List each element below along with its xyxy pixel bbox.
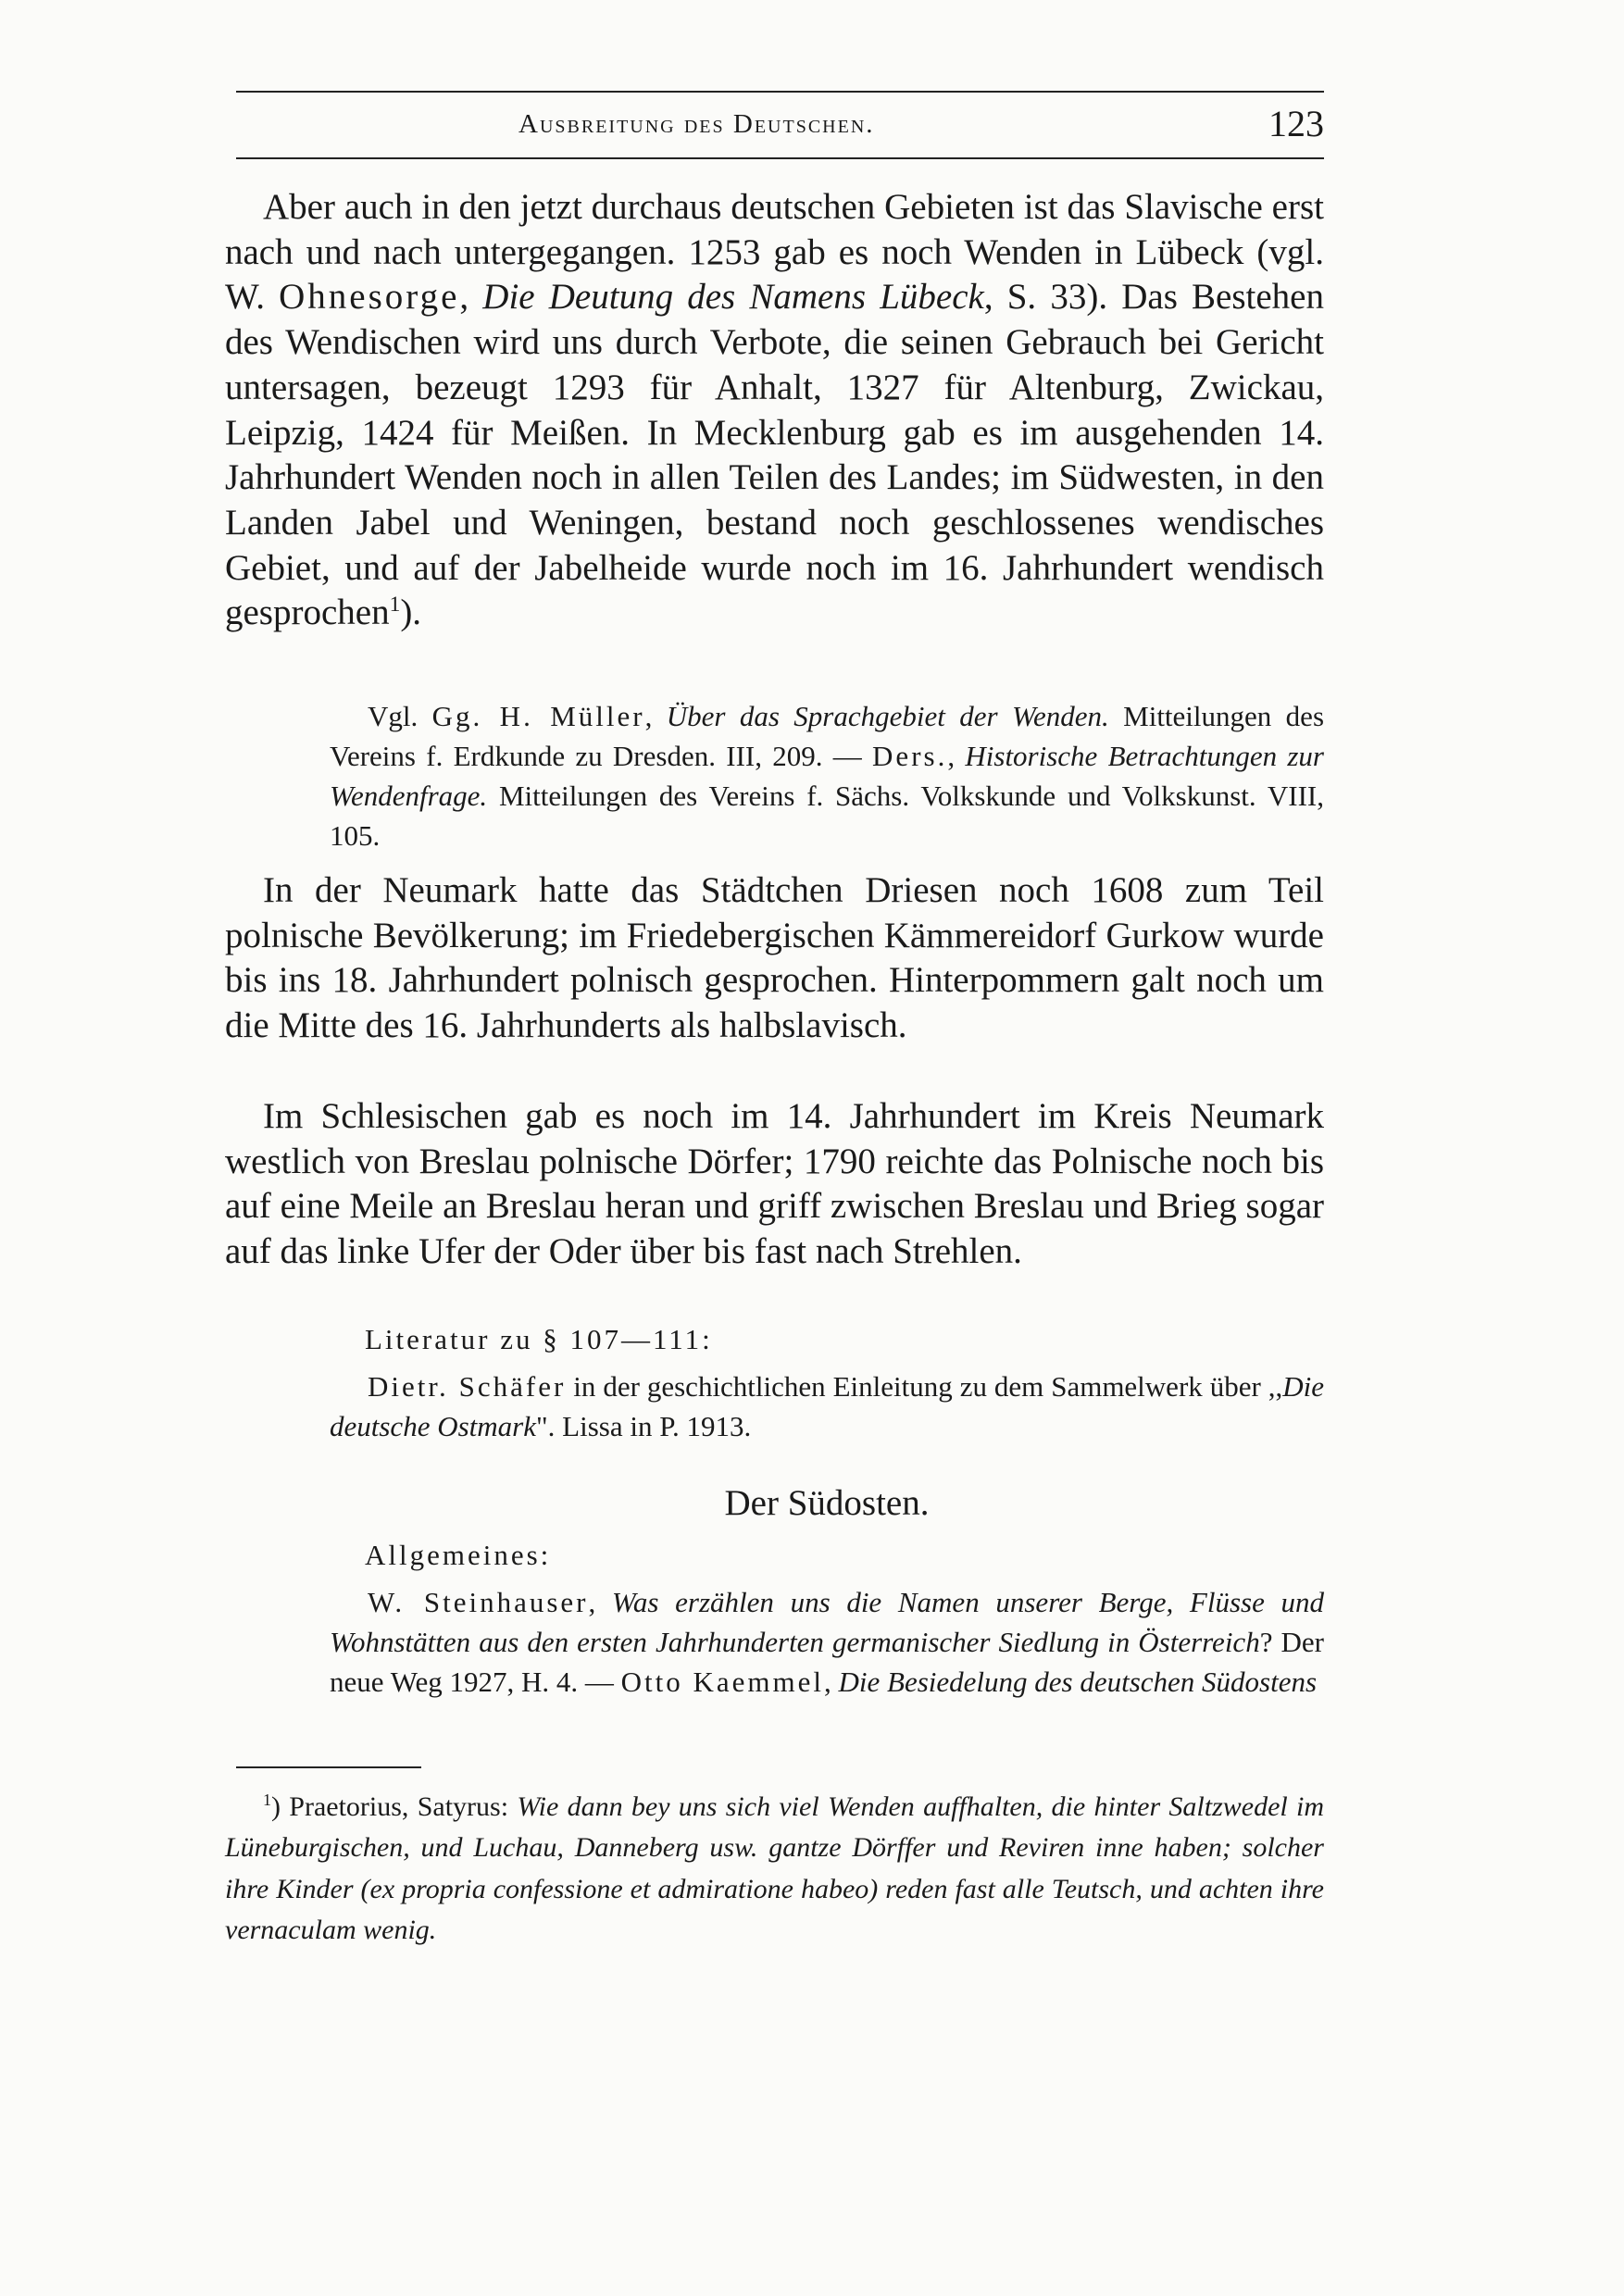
lit2-comma-2: ,: [824, 1666, 839, 1698]
lit1-text-b: ". Lissa in P. 1913.: [535, 1410, 752, 1442]
footnote-ref: 1: [389, 593, 401, 618]
author-ohnesorge: Ohnesorge: [279, 277, 460, 318]
footnote-rule: [236, 1766, 421, 1768]
header-bottom-rule: [236, 157, 1324, 159]
header-top-rule: [236, 91, 1324, 93]
note1-comma-2: ,: [947, 740, 966, 772]
note1-vgl: Vgl.: [368, 700, 432, 732]
author-mueller: Gg. H. Müller: [431, 700, 645, 732]
literature-block-2: [330, 1535, 1324, 1702]
paragraph-1: [225, 185, 1324, 636]
section-title: Der Südosten.: [724, 1483, 930, 1523]
title-namen: Was erzählen uns die Namen unserer Berge, Flüsse und Wohnstätten aus den ersten Jahrhunderten germanischer Siedlung in Österreich: [330, 1586, 1325, 1658]
footnote-quote: Wie dann bey uns sich viel Wenden auffhalten, die hinter Saltzwedel im Lüneburgischen, und Luchau, Danneberg usw. gantze Dörffer und Reviren inne haben; solcher ihre Kinder (ex propria confessione et admiratione habeo) reden fast alle Teutsch, und achten ihre vernaculam wenig.: [225, 1791, 1325, 1945]
lit2-comma: ,: [588, 1586, 612, 1618]
literature-heading: Literatur zu § 107—111:: [365, 1323, 713, 1355]
author-kaemmel: Otto Kaemmel: [620, 1666, 825, 1698]
para2-text: In der Neumark hatte das Städtchen Driesen noch 1608 zum Teil polnische Bevölkerung; im Friedebergischen Kämmereidorf Gurkow wurde bis ins 18. Jahrhundert polnisch gesprochen. Hinterpommern galt noch um die Mitte des 16. Jahrhunderts als halbslavisch.: [225, 870, 1324, 1046]
footnote: [225, 1787, 1324, 1951]
title-ostmark: Die deutsche Ostmark: [330, 1370, 1324, 1442]
para1-text-b: , S. 33). Das Bestehen des Wendischen wird uns durch Verbote, die seinen Gebrauch bei Gericht untersagen, bezeugt 1293 für Anhalt, 1327 für Altenburg, Zwickau, Leipzig, 1424 für Meißen. In Mecklenburg gab es im ausgehenden 14. Jahrhundert Wenden noch in allen Teilen des Landes; im Südwesten, in den Landen Jabel und Weningen, bestand noch geschlossenes wendisches Gebiet, und auf der Jabelheide wurde noch im 16. Jahrhundert wendisch gesprochen: [225, 277, 1324, 633]
note1-text-b: Mitteilungen des Vereins f. Sächs. Volkskunde und Volkskunst. VIII, 105.: [330, 780, 1324, 852]
note1-text-a: Mitteilungen des Vereins f. Erdkunde zu Dresden. III, 209. —: [330, 700, 1325, 772]
title-deutung-luebeck: Die Deutung des Namens Lübeck: [482, 277, 984, 318]
author-ders: Ders.: [872, 740, 948, 772]
para1-end: ).: [400, 593, 422, 633]
para1-text-a: Aber auch in den jetzt durchaus deutschen Gebieten ist das Slavische erst nach und nach untergegangen. 1253 gab es noch Wenden in Lübeck (vgl. W.: [225, 187, 1324, 318]
footnote-mark: 1: [263, 1791, 271, 1809]
paragraph-2: [225, 868, 1324, 1049]
allgemeines-heading: Allgemeines:: [365, 1539, 552, 1571]
literature-block-1: [330, 1319, 1324, 1446]
title-sprachgebiet: Über das Sprachgebiet der Wenden.: [666, 700, 1109, 732]
para1-comma: ,: [459, 277, 483, 318]
para3-text: Im Schlesischen gab es noch im 14. Jahrhundert im Kreis Neumark westlich von Breslau polnische Dörfer; 1790 reichte das Polnische noch bis auf eine Meile an Breslau heran und griff zwischen Breslau und Brieg sogar auf das linke Ufer der Oder über bis fast nach Strehlen.: [225, 1096, 1324, 1272]
note1-comma: ,: [644, 700, 667, 732]
title-wendenfrage: Historische Betrachtungen zur Wendenfrage.: [330, 740, 1324, 812]
note-mueller: [330, 696, 1324, 855]
lit2-text-a: ? Der neue Weg 1927, H. 4. —: [330, 1626, 1324, 1698]
author-steinhauser: W. Steinhauser: [368, 1586, 589, 1618]
paragraph-3: [225, 1094, 1324, 1275]
footnote-source: ) Praetorius, Satyrus:: [271, 1791, 518, 1822]
lit1-text-a: in der geschichtlichen Einleitung zu dem Sammelwerk über ,,: [566, 1370, 1283, 1403]
author-schaefer: Dietr. Schäfer: [368, 1370, 567, 1403]
title-besiedelung: Die Besiedelung des deutschen Südostens: [838, 1666, 1318, 1698]
page-number: 123: [1268, 103, 1324, 144]
running-head: Ausbreitung des Deutschen.: [518, 109, 875, 139]
